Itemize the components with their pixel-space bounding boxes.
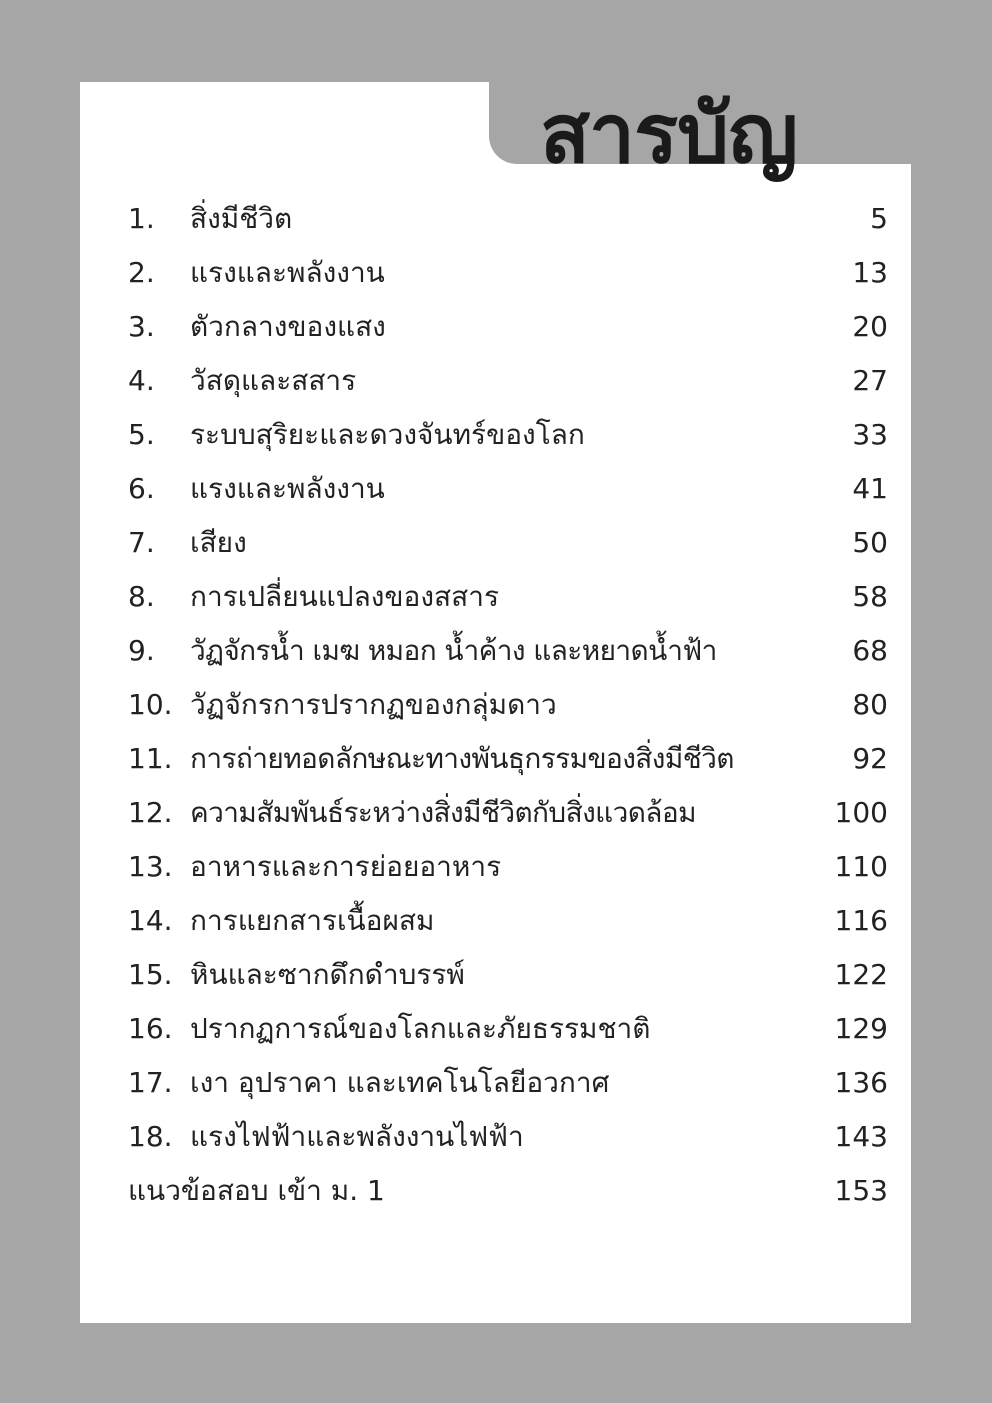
chapter-title: หินและซากดึกดำบรรพ์ [190, 958, 465, 991]
chapter-title: เงา อุปราคา และเทคโนโลยีอวกาศ [190, 1066, 610, 1099]
chapter-page: 20 [852, 310, 888, 343]
toc-row[interactable] [128, 786, 888, 840]
chapter-number: 6. [128, 472, 155, 505]
toc-row[interactable] [128, 948, 888, 1002]
chapter-number: 13. [128, 850, 173, 883]
chapter-number: 18. [128, 1120, 173, 1153]
chapter-number: 7. [128, 526, 155, 559]
toc-row[interactable] [128, 1002, 888, 1056]
chapter-number: 4. [128, 364, 155, 397]
toc-row[interactable] [128, 516, 888, 570]
chapter-page: 41 [852, 472, 888, 505]
chapter-page: 68 [852, 634, 888, 667]
chapter-title: ความสัมพันธ์ระหว่างสิ่งมีชีวิตกับสิ่งแวดล้อม [190, 796, 696, 829]
chapter-title: แรงและพลังงาน [190, 256, 385, 289]
chapter-title: เสียง [190, 526, 247, 559]
chapter-page: 13 [852, 256, 888, 289]
chapter-title: วัฏจักรน้ำ เมฆ หมอก น้ำค้าง และหยาดน้ำฟ้า [190, 634, 717, 667]
toc-row[interactable] [128, 840, 888, 894]
chapter-number: 15. [128, 958, 173, 991]
chapter-page: 92 [852, 742, 888, 775]
chapter-number: 5. [128, 418, 155, 451]
chapter-page: 33 [852, 418, 888, 451]
chapter-number: 8. [128, 580, 155, 613]
toc-row-appendix[interactable] [128, 1164, 888, 1218]
chapter-number: 3. [128, 310, 155, 343]
chapter-title: แรงไฟฟ้าและพลังงานไฟฟ้า [190, 1120, 524, 1153]
toc-row[interactable] [128, 894, 888, 948]
chapter-page: 143 [834, 1120, 888, 1153]
chapter-page: 110 [834, 850, 888, 883]
appendix-page: 153 [834, 1174, 888, 1207]
chapter-page: 129 [834, 1012, 888, 1045]
chapter-title: วัสดุและสสาร [190, 364, 357, 397]
chapter-title: วัฏจักรการปรากฏของกลุ่มดาว [190, 688, 557, 721]
toc-row[interactable] [128, 1056, 888, 1110]
toc-row[interactable] [128, 192, 888, 246]
chapter-number: 12. [128, 796, 173, 829]
chapter-page: 5 [870, 202, 888, 235]
toc-row[interactable] [128, 1110, 888, 1164]
chapter-number: 10. [128, 688, 173, 721]
toc-row[interactable] [128, 732, 888, 786]
chapter-number: 11. [128, 742, 173, 775]
chapter-title: แรงและพลังงาน [190, 472, 385, 505]
chapter-page: 27 [852, 364, 888, 397]
appendix-title: แนวข้อสอบ เข้า ม. 1 [128, 1174, 385, 1207]
chapter-page: 50 [852, 526, 888, 559]
toc-row[interactable] [128, 246, 888, 300]
toc-row[interactable] [128, 570, 888, 624]
chapter-number: 2. [128, 256, 155, 289]
chapter-number: 17. [128, 1066, 173, 1099]
chapter-page: 58 [852, 580, 888, 613]
table-of-contents [128, 192, 888, 1218]
chapter-title: การเปลี่ยนแปลงของสสาร [190, 580, 499, 613]
chapter-title: ตัวกลางของแสง [190, 310, 386, 343]
chapter-number: 16. [128, 1012, 173, 1045]
toc-row[interactable] [128, 354, 888, 408]
chapter-title: สิ่งมีชีวิต [190, 202, 293, 235]
chapter-title: การถ่ายทอดลักษณะทางพันธุกรรมของสิ่งมีชีวิต [190, 742, 734, 775]
chapter-page: 80 [852, 688, 888, 721]
toc-row[interactable] [128, 408, 888, 462]
toc-row[interactable] [128, 300, 888, 354]
chapter-title: อาหารและการย่อยอาหาร [190, 850, 502, 883]
toc-row[interactable] [128, 462, 888, 516]
chapter-number: 1. [128, 202, 155, 235]
chapter-page: 100 [834, 796, 888, 829]
chapter-page: 122 [834, 958, 888, 991]
chapter-title: ปรากฏการณ์ของโลกและภัยธรรมชาติ [190, 1012, 651, 1045]
page-title: สารบัญ [540, 87, 798, 182]
chapter-number: 14. [128, 904, 173, 937]
toc-row[interactable] [128, 624, 888, 678]
chapter-number: 9. [128, 634, 155, 667]
toc-row[interactable] [128, 678, 888, 732]
chapter-title: ระบบสุริยะและดวงจันทร์ของโลก [190, 418, 585, 451]
chapter-page: 116 [834, 904, 888, 937]
chapter-title: การแยกสารเนื้อผสม [190, 904, 435, 937]
chapter-page: 136 [834, 1066, 888, 1099]
